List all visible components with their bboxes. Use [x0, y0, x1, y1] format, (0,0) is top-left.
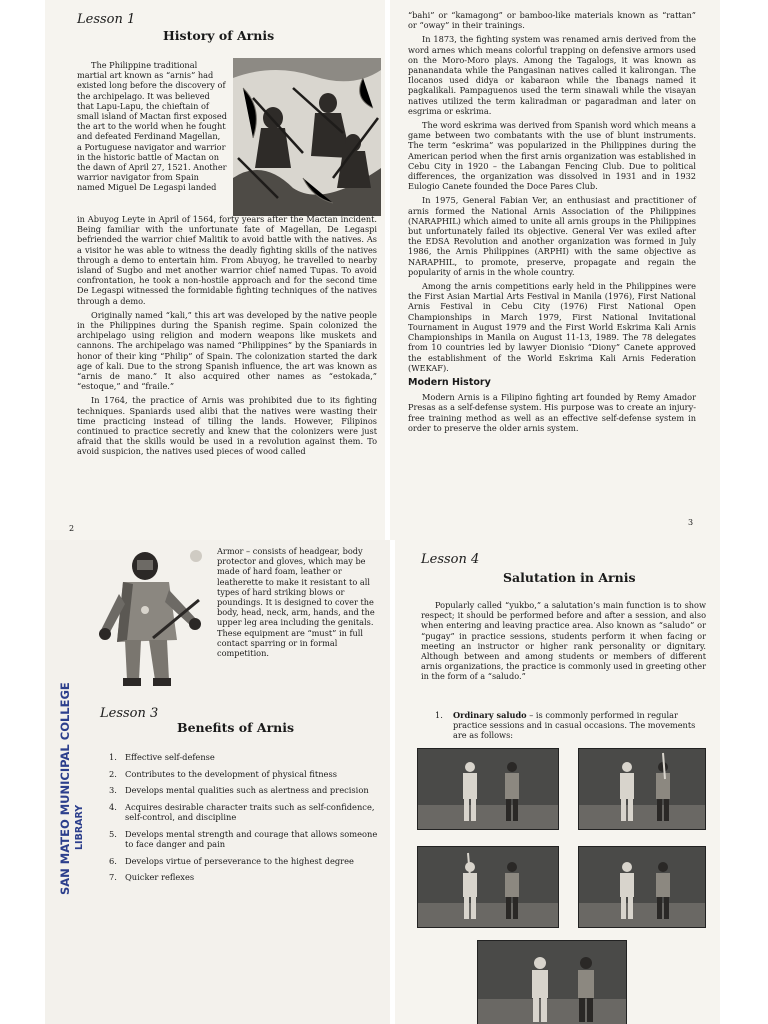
- page-number: 2: [69, 524, 75, 533]
- lesson-label: Lesson 1: [77, 12, 136, 27]
- salute-photo-2: [578, 748, 706, 830]
- list-item: 4. Acquires desirable character traits such as self-confidence, self-control, and discipline: [109, 801, 375, 822]
- page-title: Salutation in Arnis: [503, 570, 636, 585]
- section-heading: Modern History: [408, 376, 491, 388]
- lesson-label: Lesson 3: [100, 706, 159, 721]
- page-title: History of Arnis: [163, 28, 275, 43]
- paragraph: in Abuyog Leyte in April of 1564, forty years after the Mactan incident. Being familiar with the unfortunate fate of Magellan, De Legaspi befriended the warrior chief Malitik to avoid battle with the natives. As a visitor he was able to witness the deadly fighting skills of the natives through a demo to entertain him. From Abuyog, he travelled to nearby island of Sugbo and met another warrior chief named Tupas. To avoid confrontation, he took a non-hostile approach and for the second time De Legaspi witnessed the formidable fighting techniques of the natives through a demo.: [77, 214, 377, 306]
- benefits-list: [109, 752, 384, 889]
- paragraph: Modern Arnis is a Filipino fighting art founded by Remy Amador Presas as a self-defense system. His purpose was to create an injury-free training method as well as an effective self-defense system in order to preserve the older arnis system.: [408, 392, 696, 433]
- bullet-dot-icon: [190, 550, 202, 562]
- paragraph: Among the arnis competitions early held in the Philippines were the First Asian Martial Arts Festival in Manila (1976), First National Arnis Festival in Cebu City (1976) First National Open Championships in March 1979, First National Invitational Tournament in August 1979 and the First World Eskrima Kali Arnis Championships in Manila on August 11-13, 1989. The 78 delegates from 10 countries led by lawyer Dionisio “Diony” Canete approved the establishment of the World Eskrima Kali Arnis Federation (WEKAF).: [408, 281, 696, 373]
- page-title: Benefits of Arnis: [177, 720, 295, 735]
- paragraph: Originally named “kali,” this art was developed by the native people in the Philippines during the Spanish regime. Spain colonized the archipelago using religion and modern weapons like muskets and cannons. The archipelago was named “Philippines” by the Spaniards in honor of their king “Philip” of Spain. The colonization started the dark age of kali. Due to the strong Spanish influence, the art was known as “arnis de mano.” It also acquired other names as “estokada,” “estoque,” and “fraile.”: [77, 309, 377, 392]
- item-label: Ordinary saludo: [453, 710, 527, 720]
- paragraph: Popularly called “yukbo,” a salutation’s main function is to show respect; it should be performed before and after a session, and also when entering and leaving practice area. Also known as “saludo” or “pugay” in practice sessions, students perform it when facing or meeting an instructor or higher rank personality or dignitary. Although between and among students or members of different arnis organizations, the practice is commonly used in greeting other in the form of a “saludo.”: [421, 600, 706, 682]
- list-item: 7. Quicker reflexes: [109, 872, 195, 882]
- paragraph: In 1873, the fighting system was renamed arnis derived from the word arnes which means colorful trapping on defensive armors used on the Moro-Moro plays. Among the Tagalogs, it was known as pananandata while the Pangasinan natives called it kalirongan. The Ilocanos used didya or kabaraon while the Ibanags named it pagkalikali. Pampaguenos used the term sinawali while the visayan natives utilized the term kaliradman or pagaradman and later on esgrima or eskrima.: [408, 34, 696, 116]
- body-text: [408, 10, 696, 437]
- page-number: 3: [688, 518, 694, 527]
- list-item: 3. Develops mental qualities such as alertness and precision: [109, 785, 369, 795]
- paragraph: In 1975, General Fabian Ver, an enthusiast and practitioner of arnis formed the National Arnis Association of the Philippines (NARAPHIL) which aimed to unite all arnis groups in the Philippines but unfortunately failed its objective. General Ver was exiled after the EDSA Revolution and another organization was formed in July 1986, the Arnis Philippines (ARPHI) with the same objective as NARAPHIL, to promote, preserve, propagate and regain the popularity of arnis in the whole country.: [408, 195, 696, 277]
- armored-fighter-illustration: [93, 550, 205, 690]
- paragraph: “bahi” or “kamagong” or bamboo-like materials known as “rattan” or “oway” in their trainings.: [408, 10, 696, 31]
- paragraph: The word eskrima was derived from Spanish word which means a game between two combatants with the use of blunt instruments. The term “eskrima” was popularized in the Philippines during the American period when the first arnis organization was established in Cebu City in 1920 – the Labangan Fencing Club. Due to political differences, the organization was dissolved in 1931 and in 1932 Eulogio Canete founded the Doce Pares Club.: [408, 120, 696, 192]
- wrapped-paragraph: The Philippine traditional martial art known as “arnis” had existed long before the discovery of the archipelago. It was believed that Lapu-Lapu, the chieftain of small island of Mactan first exposed the art to the world when he fought and defeated Ferdinand Magellan, a Portuguese navigator and warrior in the historic battle of Mactan on the dawn of April 27, 1521. Another warrior navigator from Spain named Miguel De Legaspi landed: [77, 60, 227, 193]
- salute-photo-4: [578, 846, 706, 928]
- body-text: [77, 214, 377, 461]
- salute-photo-5: [477, 940, 627, 1024]
- salute-photo-3: [417, 846, 559, 928]
- paragraph: In 1764, the practice of Arnis was prohibited due to its fighting techniques. Spaniards used alibi that the natives were wasting their time practicing instead of tilling the lands. However, Filipinos continued to practice secretly and knew that the colonizers were just afraid that the skills would be used in a revolution against them. To avoid suspicion, the natives used pieces of wood called: [77, 395, 377, 457]
- list-item: 6. Develops virtue of perseverance to the highest degree: [109, 855, 354, 866]
- page-3: [390, 0, 720, 540]
- lesson-label: Lesson 4: [421, 552, 480, 567]
- armor-description: Armor – consists of headgear, body protector and gloves, which may be made of hard foam, leather or leatherette to make it resistant to all types of hard striking blows or poundings. It is designed to cover the body, head, neck, arm, hands, and the upper leg area including the genitals. These equipment are “must” in full contact sparring or in formal competition.: [217, 546, 375, 659]
- library-stamp: SAN MATEO MUNICIPAL COLLEGE LIBRARY: [58, 682, 85, 895]
- list-item: 1. Effective self-defense: [109, 752, 215, 762]
- battle-illustration: [233, 58, 381, 216]
- salute-photo-1: [417, 748, 559, 830]
- list-item: 5. Develops mental strength and courage that allows someone to face danger and pain: [109, 828, 378, 849]
- numbered-item: 1. Ordinary saludo – is commonly performed in regular practice sessions and in casual occasions. The movements are as follows:: [435, 710, 696, 741]
- page-2: [45, 0, 385, 540]
- body-text: [421, 600, 706, 686]
- list-item: 2. Contributes to the development of physical fitness: [109, 768, 337, 779]
- page-5: [395, 540, 720, 1024]
